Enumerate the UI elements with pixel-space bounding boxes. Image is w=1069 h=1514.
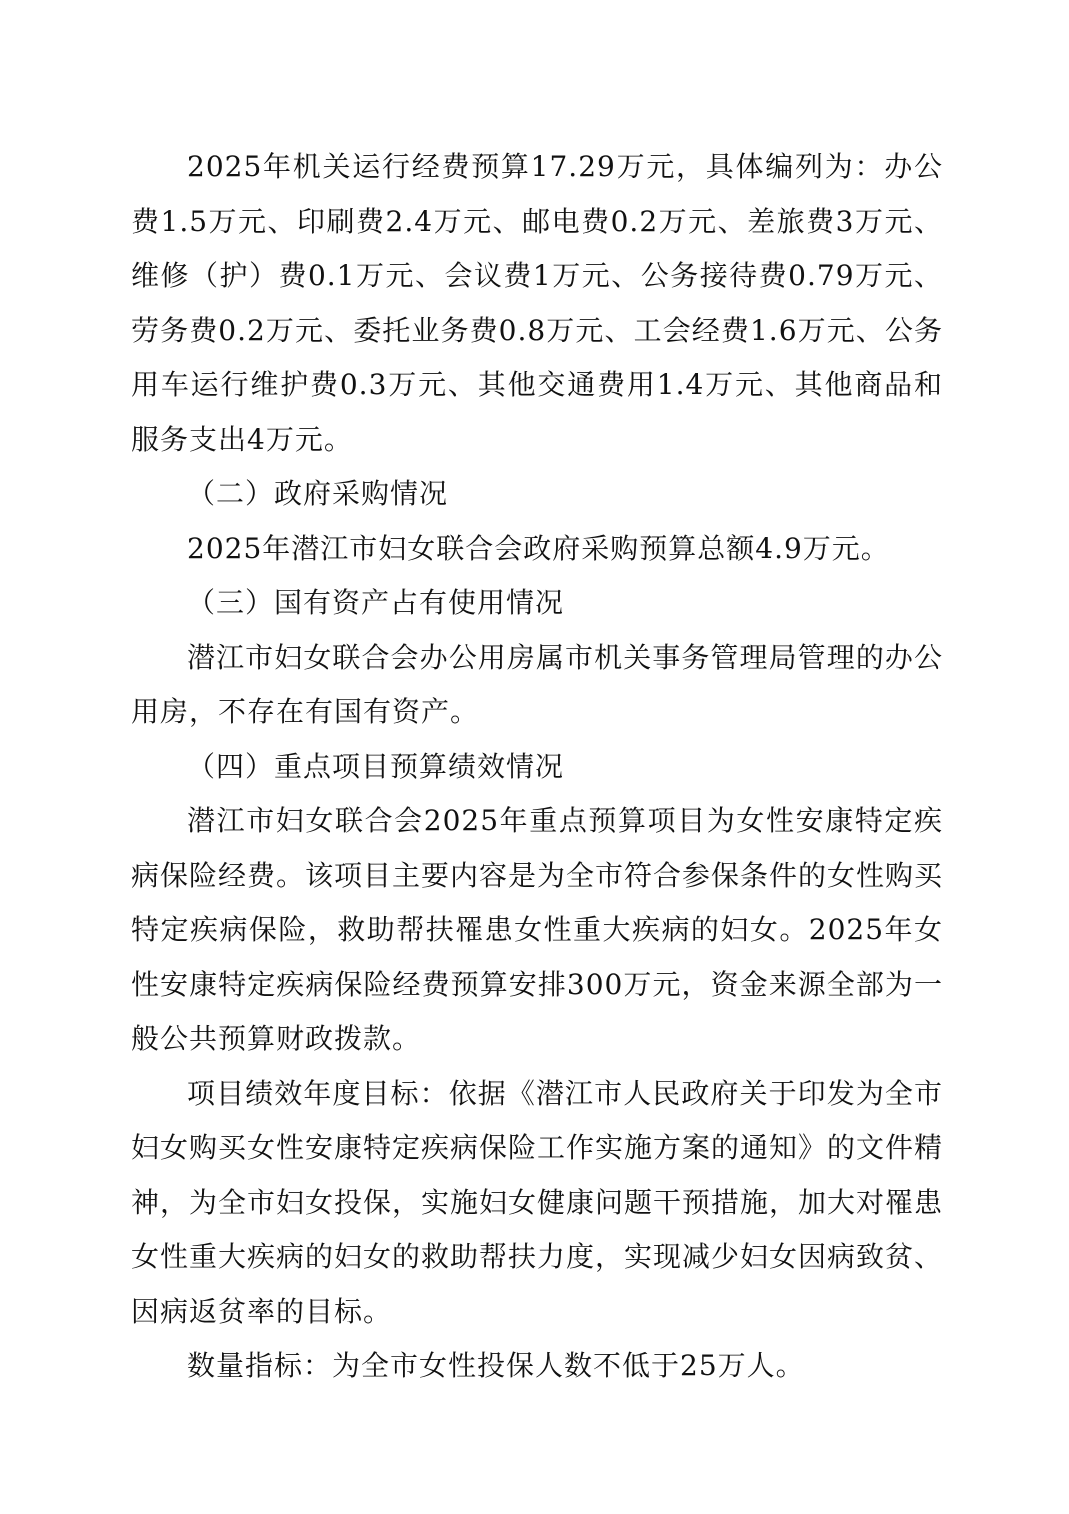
paragraph-performance-goal: 项目绩效年度目标：依据《潜江市人民政府关于印发为全市妇女购买女性安康特定疾病保险工作实施方案的通知》的文件精神，为全市妇女投保，实施妇女健康问题干预措施，加大对罹患女性重大疾病的妇女的救助帮扶力度，实现减少妇女因病致贫、因病返贫率的目标。 [131,1076,944,1328]
paragraph-office-space: 潜江市妇女联合会办公用房属市机关事务管理局管理的办公用房，不存在有国有资产。 [131,640,943,728]
paragraph-procurement-budget: 2025年潜江市妇女联合会政府采购预算总额4.9万元。 [187,531,890,565]
section-heading-state-assets: （三）国有资产占有使用情况 [187,586,565,619]
section-heading-government-procurement: （二）政府采购情况 [187,477,449,510]
paragraph-key-project-description: 潜江市妇女联合会2025年重点预算项目为女性安康特定疾病保险经费。该项目主要内容是为全市符合参保条件的女性购买特定疾病保险，救助帮扶罹患女性重大疾病的妇女。2025年女性安康特定疾病保险经费预算安排300万元，资金来源全部为一般公共预算财政拨款。 [131,804,944,1055]
paragraph-operating-expenses: 2025年机关运行经费预算17.29万元，具体编列为：办公费1.5万元、印刷费2.4万元、邮电费0.2万元、差旅费3万元、维修（护）费0.1万元、会议费1万元、公务接待费0.79万元、劳务费0.2万元、委托业务费0.8万元、工会经费1.6万元、公务用车运行维护费0.3万元、其他交通费用1.4万元、其他商品和服务支出4万元。 [131,150,943,456]
document-body [131,140,943,1394]
section-heading-key-projects: （四）重点项目预算绩效情况 [187,749,565,783]
paragraph-quantity-indicator: 数量指标：为全市女性投保人数不低于25万人。 [187,1349,805,1382]
